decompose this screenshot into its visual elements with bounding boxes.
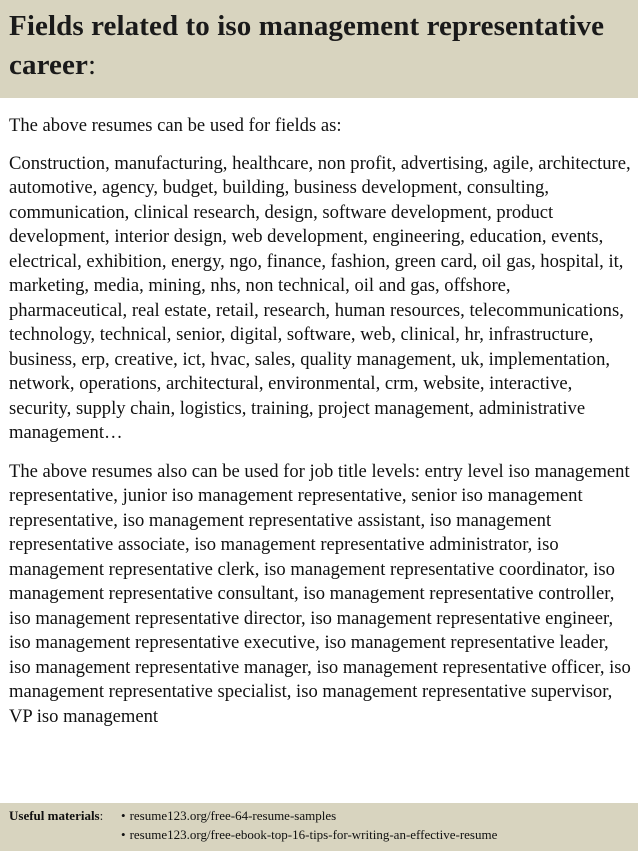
page-title <box>9 7 628 85</box>
footer-label-spacer <box>9 825 121 844</box>
job-levels-paragraph: The above resumes also can be used for job title levels: entry level iso management representative, junior iso management representative, senior iso management representative, iso management representative assistant, iso management representative associate, iso management representative administrator, iso management representative clerk, iso management representative coordinator, iso management representative consultant, iso management representative controller, iso management representative director, iso management representative engineer, iso management representative executive, iso management representative leader, iso management representative manager, iso management representative officer, iso management representative specialist, iso management representative supervisor, VP iso management <box>9 460 631 727</box>
page-title-colon: : <box>87 49 97 81</box>
bullet-icon: • <box>121 827 126 842</box>
useful-materials-label-colon: : <box>99 808 104 823</box>
footer-row-1 <box>9 806 638 825</box>
bullet-icon: • <box>121 808 126 823</box>
page-title-text: Fields related to iso management representative career <box>9 10 605 81</box>
useful-materials-label-text: Useful materials <box>9 808 100 823</box>
title-banner <box>0 0 638 98</box>
resource-link-ebook[interactable]: resume123.org/free-ebook-top-16-tips-for-writing-an-effective-resume <box>129 827 498 842</box>
resource-link-samples[interactable]: resume123.org/free-64-resume-samples <box>129 808 337 823</box>
useful-materials-footer <box>0 803 638 851</box>
fields-paragraph: Construction, manufacturing, healthcare, non profit, advertising, agile, architecture, automotive, agency, budget, building, business development, consulting, communication, clinical research, design, software development, product development, interior design, web development, engineering, education, events, electrical, exhibition, energy, ngo, finance, fashion, green card, oil gas, hospital, it, marketing, media, mining, nhs, non technical, oil and gas, offshore, pharmaceutical, real estate, retail, research, human resources, telecommunications, technology, technical, senior, digital, software, web, clinical, hr, infrastructure, business, erp, creative, ict, hvac, sales, quality management, uk, implementation, network, operations, architectural, environmental, crm, website, interactive, security, supply chain, logistics, training, project management, administrative management… <box>9 152 631 443</box>
useful-materials-label <box>9 806 121 825</box>
footer-row-2 <box>9 825 638 844</box>
intro-paragraph: The above resumes can be used for fields as: <box>9 115 342 136</box>
body-content <box>9 114 633 802</box>
